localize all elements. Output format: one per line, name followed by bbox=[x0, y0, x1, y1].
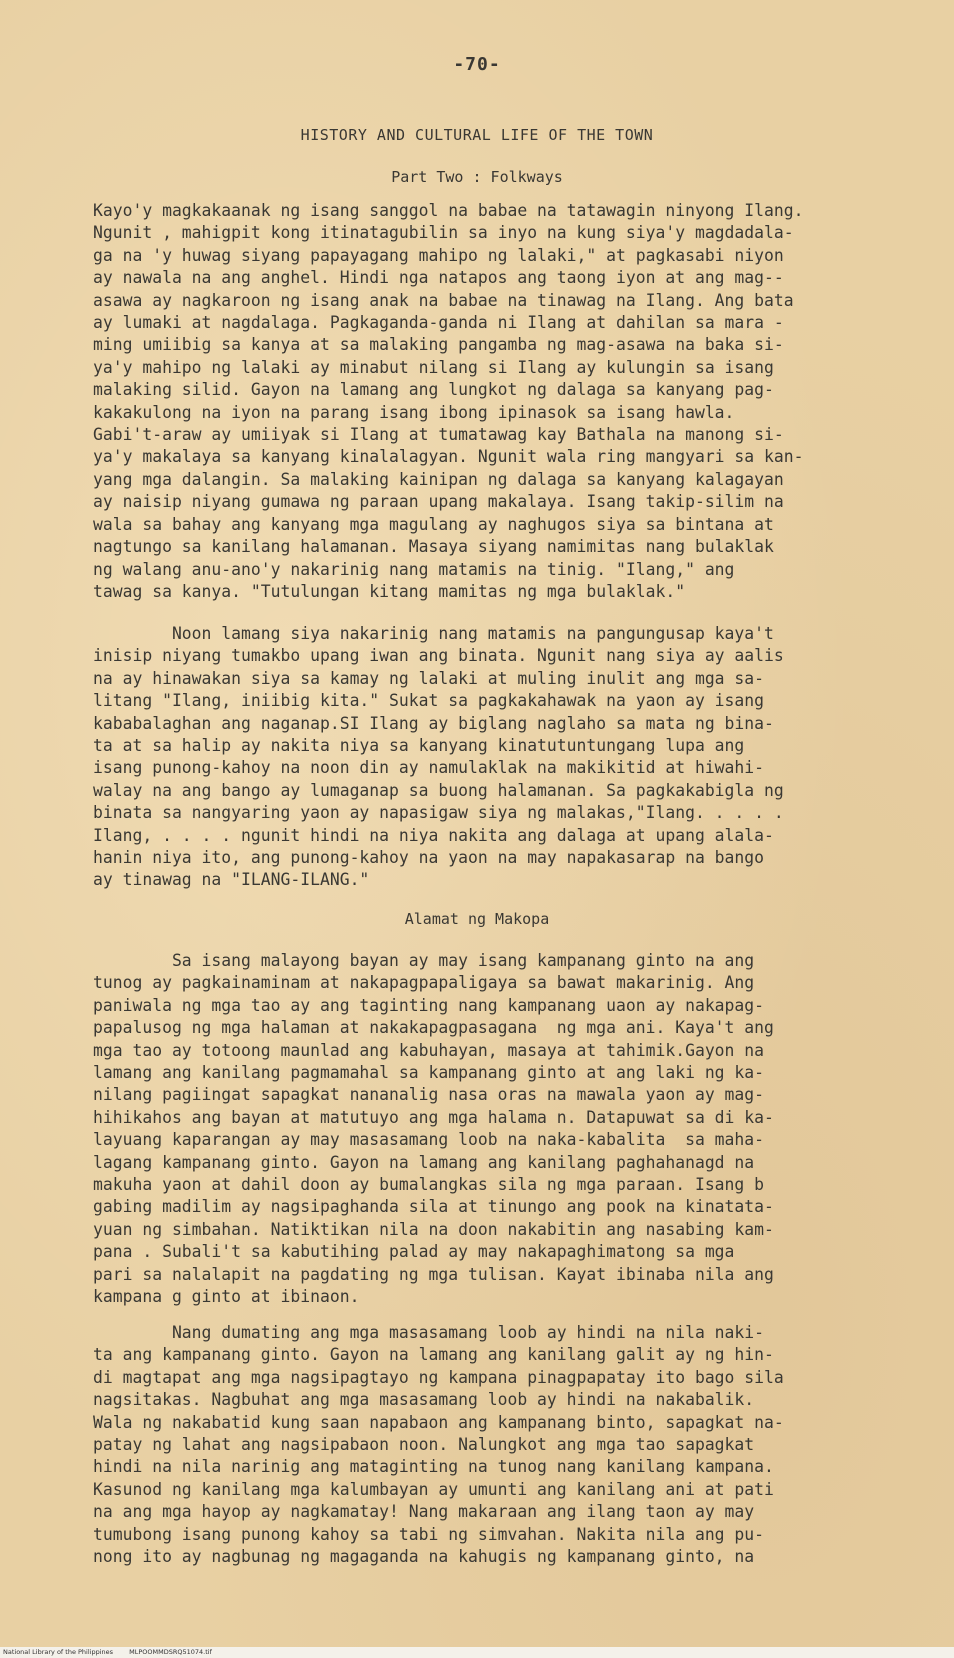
text-line: nilang pagiingat sapagkat nananalig nasa oras na mawala yaon ay mag- bbox=[93, 1085, 765, 1105]
text-line: papalusog ng mga halaman at nakakapagpasagana ng mga ani. Kaya't ang bbox=[93, 1018, 774, 1038]
text-line: patay ng lahat ang nagsipabaon noon. Nalungkot ang mga tao sapagkat bbox=[93, 1435, 755, 1455]
text-line: makuha yaon at dahil doon ay bumalangkas sila ng mga paraan. Isang b bbox=[93, 1175, 765, 1195]
text-line: Nang dumating ang mga masasamang loob ay hindi na nila naki- bbox=[93, 1323, 765, 1342]
text-line: isang punong-kahoy na noon din ay namulaklak na makikitid at hiwahi- bbox=[93, 758, 765, 778]
text-line: ya'y mahipo ng lalaki ay minabut nilang si Ilang ay kulungin sa isang bbox=[93, 357, 774, 377]
text-line: nagtungo sa kanilang halamanan. Masaya siyang namimitas nang bulaklak bbox=[93, 537, 774, 557]
text-line: kababalaghan ang naganap.SI Ilang ay biglang naglaho sa mata ng bina- bbox=[93, 713, 774, 733]
text-line: ay naisip niyang gumawa ng paraan upang makalaya. Isang takip-silim na bbox=[93, 492, 784, 512]
paragraph-makopa-part1 bbox=[93, 950, 873, 1309]
text-line: asawa ay nagkaroon ng isang anak na babae na tinawag na Ilang. Ang bata bbox=[93, 290, 794, 310]
text-line: walay na ang bango ay lumaganap sa buong halamanan. Sa pagkakabigla ng bbox=[93, 780, 784, 800]
text-line: pari sa nalalapit na pagdating ng mga tulisan. Kayat ibinaba nila ang bbox=[93, 1264, 774, 1284]
text-line: inisip niyang tumakbo upang iwan ang binata. Ngunit nang siya ay aalis bbox=[93, 646, 784, 666]
text-line: paniwala ng mga tao ay ang taginting nang kampanang uaon ay nakapag- bbox=[93, 995, 765, 1015]
text-line: wala sa bahay ang kanyang mga magulang ay naghugos siya sa bintana at bbox=[93, 514, 774, 534]
text-line: tawag sa kanya. "Tutulungan kitang mamitas ng mga bulaklak." bbox=[93, 581, 686, 601]
text-line: Wala ng nakabatid kung saan napabaon ang kampanang binto, sapagkat na- bbox=[93, 1412, 784, 1432]
text-line: ming umiibig sa kanya at sa malaking pangamba ng mag-asawa na baka si- bbox=[93, 335, 784, 355]
paragraph-ilang-ilang-part1 bbox=[93, 200, 873, 603]
text-line: tunog ay pagkainaminam at nakapagpapaligaya sa bawat makarinig. Ang bbox=[93, 973, 755, 993]
text-line: ng walang anu-ano'y nakarinig nang matamis na tinig. "Ilang," ang bbox=[93, 559, 735, 579]
text-line: ay nawala na ang anghel. Hindi nga natapos ang taong iyon at ang mag-- bbox=[93, 268, 784, 288]
text-line: Sa isang malayong bayan ay may isang kampanang ginto na ang bbox=[93, 951, 755, 970]
text-line: litang "Ilang, iniibig kita." Sukat sa pagkakahawak na yaon ay isang bbox=[93, 691, 765, 711]
text-line: ta ang kampanang ginto. Gayon na lamang ang kanilang galit ay ng hin- bbox=[93, 1345, 774, 1365]
scan-footer bbox=[0, 1647, 954, 1658]
page-number: -70- bbox=[453, 54, 501, 75]
text-line: hihikahos ang bayan at matutuyo ang mga halama n. Datapuwat sa di ka- bbox=[93, 1107, 774, 1127]
text-line: ay lumaki at nagdalaga. Pagkaganda-ganda ni Ilang at dahilan sa mara - bbox=[93, 313, 784, 333]
text-line: ga na 'y huwag siyang papayagang mahipo ng lalaki," at pagkasabi niyon bbox=[93, 245, 784, 265]
text-line: malaking silid. Gayon na lamang ang lungkot ng dalaga sa kanyang pag- bbox=[93, 380, 774, 400]
text-line: tumubong isang punong kahoy sa tabi ng simvahan. Nakita nila ang pu- bbox=[93, 1524, 765, 1544]
text-line: lamang ang kanilang pagmamahal sa kampanang ginto at ang laki ng ka- bbox=[93, 1063, 765, 1083]
footer-institution: National Library of the Philippines bbox=[3, 1648, 114, 1656]
text-line: Ngunit , mahigpit kong itinatagubilin sa inyo na kung siya'y magdadala- bbox=[93, 223, 794, 243]
text-line: mga tao ay totoong maunlad ang kabuhayan, masaya at tahimik.Gayon na bbox=[93, 1040, 765, 1060]
paragraph-makopa-part2 bbox=[93, 1322, 873, 1568]
text-line: lagang kampanang ginto. Gayon na lamang ang kanilang paghahanagd na bbox=[93, 1152, 755, 1172]
text-line: ya'y makalaya sa kanyang kinalalagyan. Ngunit wala ring mangyari sa kan- bbox=[93, 447, 804, 467]
text-line: yuan ng simbahan. Natiktikan nila na doon nakabitin ang nasabing kam- bbox=[93, 1219, 774, 1239]
text-line: ta at sa halip ay nakita niya sa kanyang kinatutuntungang lupa ang bbox=[93, 736, 745, 756]
text-line: hanin niya ito, ang punong-kahoy na yaon na may napakasarap na bango bbox=[93, 848, 765, 868]
page-title: HISTORY AND CULTURAL LIFE OF THE TOWN bbox=[300, 126, 654, 144]
section-heading-makopa: Alamat ng Makopa bbox=[404, 910, 550, 928]
paragraph-ilang-ilang-part2 bbox=[93, 623, 873, 892]
text-line: kampana g ginto at ibinaon. bbox=[93, 1287, 360, 1307]
footer-file-id: MLPOOMMDSRQ51074.tif bbox=[129, 1648, 212, 1656]
text-line: Ilang, . . . . ngunit hindi na niya nakita ang dalaga at upang alala- bbox=[93, 825, 774, 845]
text-line: nagsitakas. Nagbuhat ang mga masasamang loob ay hindi na nakabalik. bbox=[93, 1390, 755, 1410]
text-line: ay tinawag na "ILANG-ILANG." bbox=[93, 870, 370, 890]
text-line: na ang mga hayop ay nagkamatay! Nang makaraan ang ilang taon ay may bbox=[93, 1502, 755, 1522]
text-line: pana . Subali't sa kabutihing palad ay may nakapaghimatong sa mga bbox=[93, 1242, 735, 1262]
text-line: nong ito ay nagbunag ng magaganda na kahugis ng kampanang ginto, na bbox=[93, 1547, 755, 1567]
text-line: di magtapat ang mga nagsipagtayo ng kampana pinagpapatay ito bago sila bbox=[93, 1367, 784, 1387]
text-line: yang mga dalangin. Sa malaking kainipan ng dalaga sa kanyang kalagayan bbox=[93, 469, 784, 489]
text-line: binata sa nangyaring yaon ay napasigaw siya ng malakas,"Ilang. . . . . bbox=[93, 803, 784, 823]
text-line: Kasunod ng kanilang mga kalumbayan ay umunti ang kanilang ani at pati bbox=[93, 1479, 774, 1499]
text-line: gabing madilim ay nagsipaghanda sila at tinungo ang pook na kinatata- bbox=[93, 1197, 774, 1217]
page-subtitle: Part Two : Folkways bbox=[391, 168, 563, 186]
text-line: hindi na nila narinig ang mataginting na tunog nang kanilang kampana. bbox=[93, 1457, 774, 1477]
text-line: layuang kaparangan ay may masasamang loob na naka-kabalita sa maha- bbox=[93, 1130, 765, 1150]
text-line: kakakulong na iyon na parang isang ibong ipinasok sa isang hawla. bbox=[93, 402, 735, 422]
text-line: Kayo'y magkakaanak ng isang sanggol na babae na tatawagin ninyong Ilang. bbox=[93, 201, 804, 220]
text-line: na ay hinawakan siya sa kamay ng lalaki at muling inulit ang mga sa- bbox=[93, 668, 765, 688]
text-line: Noon lamang siya nakarinig nang matamis na pangungusap kaya't bbox=[93, 624, 774, 643]
text-line: Gabi't-araw ay umiiyak si Ilang at tumatawag kay Bathala na manong si- bbox=[93, 425, 784, 445]
